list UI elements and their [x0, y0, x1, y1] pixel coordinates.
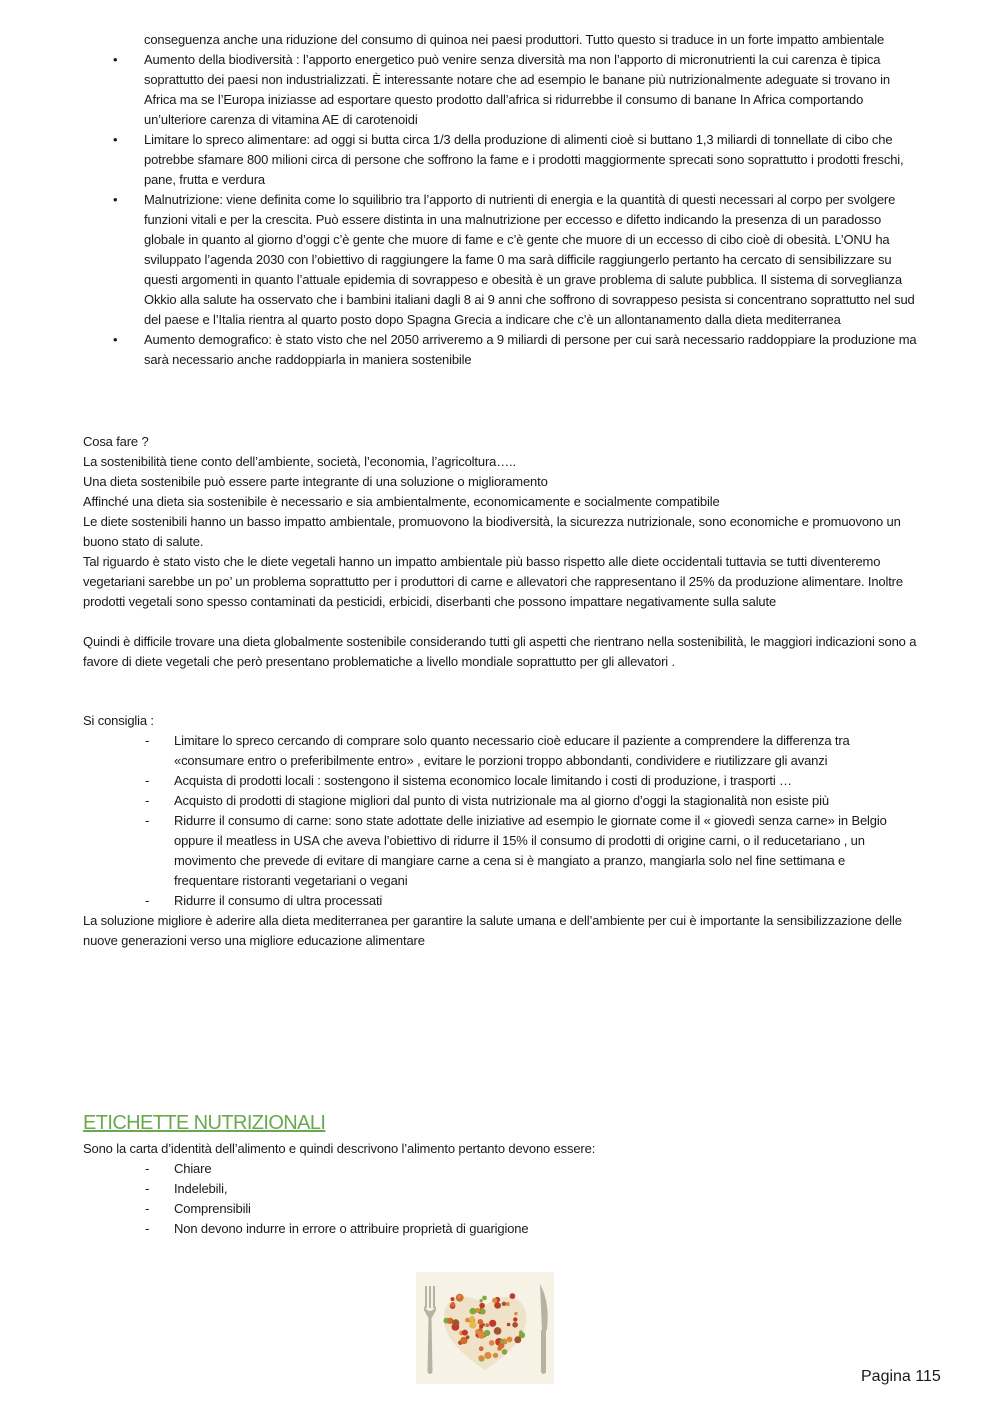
list-item [145, 771, 890, 791]
consiglia-conclusion: La soluzione migliore è aderire alla dieta mediterranea per garantire la salute umana e dell’ambiente per cui è importante la sensibilizzazione delle nuove generazioni verso una migliore educazione alimentare [83, 913, 902, 948]
bullet-item [113, 50, 918, 130]
paragraph: Una dieta sostenibile può essere parte integrante di una soluzione o miglioramento [83, 474, 548, 489]
food-dot [519, 1330, 522, 1333]
food-dot [507, 1337, 513, 1343]
list-item-text: Non devono indurre in errore o attribuire proprietà di guarigione [174, 1221, 529, 1236]
food-dot [512, 1322, 518, 1328]
food-dot [482, 1296, 487, 1301]
bullet-item [113, 190, 918, 330]
food-dot [494, 1327, 502, 1335]
list-item-text: Ridurre il consumo di ultra processati [174, 893, 383, 908]
food-dot [494, 1302, 500, 1308]
list-item [145, 891, 890, 911]
food-dot [478, 1355, 483, 1360]
etichette-section [83, 1139, 918, 1239]
cosa-fare-section [83, 432, 918, 672]
bullet-text: Malnutrizione: viene definita come lo squilibrio tra l’apporto di nutrienti di energia e la quantità di questi necessari al corpo per svolgere funzioni vitali e per la crescita. Può essere distinta in una malnutrizione per eccesso e difetto indicando la presenza di un paradosso globale in quanto al giorno d’oggi c’è gente che muore di fame e c’è gente che muore di un eccesso di cibo cioè di obesità. L’ONU ha sviluppato l’agenda 2030 con l’obiettivo di raggiungere la fame 0 ma sarà difficile raggiungerlo pertanto ha cercato di sensibilizzare su questi argomenti in quanto l’attuale epidemia di sovrappeso e obesità è un grave problema di salute pubblica. Il sistema di sorveglianza Okkio alla salute ha osservato che i bambini italiani dagli 8 ai 9 anni che soffrono di sovrappeso pesista si concentrano soprattutto nel sud del paese e l’Italia rientra al quarto posto dopo Spagna Grecia a indicare che c’è un allontanamento dalla dieta mediterranea [144, 192, 915, 327]
dash-icon: - [145, 793, 150, 808]
etichette-list [145, 1159, 890, 1239]
food-dot [469, 1316, 475, 1322]
food-dot [507, 1323, 511, 1327]
paragraph: La sostenibilità tiene conto dell’ambiente, società, l’economia, l’agricoltura….. [83, 454, 516, 469]
knife-icon [540, 1284, 548, 1374]
dash-icon: - [145, 1201, 150, 1216]
list-item-text: Comprensibili [174, 1201, 251, 1216]
food-dot [452, 1319, 459, 1326]
dash-icon: - [145, 733, 150, 748]
food-dot [506, 1302, 510, 1306]
food-dot [479, 1346, 484, 1351]
food-dot [451, 1297, 455, 1301]
cosa-fare-title: Cosa fare ? [83, 434, 149, 449]
food-dot [514, 1312, 517, 1315]
list-item [145, 1179, 890, 1199]
bullet-item [113, 130, 918, 190]
food-dot [500, 1339, 504, 1343]
bullet-text: Aumento demografico: è stato visto che nel 2050 arriveremo a 9 miliardi di persone per cui sarà necessario raddoppiare la produzione ma sarà necessario anche raddoppiarla in maniera sostenibile [144, 332, 917, 367]
consiglia-intro: Si consiglia : [83, 713, 154, 728]
food-dot [450, 1302, 455, 1307]
food-dot [448, 1318, 453, 1323]
paragraph: Quindi è difficile trovare una dieta globalmente sostenibile considerando tutti gli aspetti che rientrano nella sostenibilità, le maggiori indicazioni sono a favore di diete vegetali che però presentano problematiche a livello mondiale soprattutto per gli allevatori . [83, 634, 917, 669]
food-dot [502, 1349, 508, 1355]
food-dot [477, 1319, 483, 1325]
list-item-text: Acquista di prodotti locali : sostengono il sistema economico locale limitando i costi di produzione, i trasporti … [174, 773, 792, 788]
food-dot [514, 1336, 521, 1343]
food-dot [484, 1352, 491, 1359]
food-dot [485, 1323, 489, 1327]
food-heart-illustration [416, 1272, 554, 1384]
list-item [145, 1199, 890, 1219]
list-item [145, 1159, 890, 1179]
paragraph: Tal riguardo è stato visto che le diete vegetali hanno un impatto ambientale più basso rispetto alle diete occidentali tuttavia se tutti diventeremo vegetariani sarebbe un po’ un problema soprattutto per i produttori di carne e allevatori che rappresentano il 25% da produzione alimentare. Inoltre prodotti vegetali sono spesso contaminati da pesticidi, erbicidi, diserbanti che possono impattare negativamente sulla salute [83, 554, 903, 609]
list-item-text: Indelebili, [174, 1181, 228, 1196]
dash-icon: - [145, 893, 150, 908]
page-number: Pagina 115 [861, 1368, 941, 1385]
food-dot [510, 1293, 516, 1299]
list-item [145, 811, 890, 891]
food-dot [484, 1330, 490, 1336]
food-dot [470, 1308, 477, 1315]
heart-of-foods-icon [444, 1293, 527, 1370]
bullet-list [113, 30, 918, 370]
list-item-text: Ridurre il consumo di carne: sono state adottate delle iniziative ad esempio le giornate come il « giovedì senza carne» in Belgio oppure il meatless in USA che aveva l’obiettivo di ridurre il 15% il consumo di prodotti di origine carni, o il reducetariano , un movimento che prevede di evitare di mangiare carne a cena si è mangiato a pranzo, mangiarla solo nel fine settimana e frequentare ristoranti vegetariani o vegani [174, 813, 887, 888]
food-dot [493, 1353, 498, 1358]
food-dot [480, 1309, 486, 1315]
food-dot [462, 1330, 468, 1336]
food-dot [479, 1303, 485, 1309]
dash-icon: - [145, 1221, 150, 1236]
food-dot [479, 1299, 482, 1302]
dash-icon: - [145, 813, 150, 828]
paragraph: Affinché una dieta sia sostenibile è necessario e sia ambientalmente, economicamente e socialmente compatibile [83, 494, 720, 509]
list-item [145, 1219, 890, 1239]
bullet-text: Limitare lo spreco alimentare: ad oggi si butta circa 1/3 della produzione di alimenti cioè si buttano 1,3 miliardi di tonnellate di cibo che potrebbe sfamare 800 milioni circa di persone che soffrono la fame e i prodotti maggiormente sprecati sono soprattutto i prodotti freschi, pane, frutta e verdura [144, 132, 904, 187]
food-dot [502, 1302, 506, 1306]
list-item-text: Limitare lo spreco cercando di comprare solo quanto necessario cioè educare il paziente a comprendere la differenza tra «consumare entro o preferibilmente entro» , evitare le porzioni troppo abbondanti, condividere e riutilizzare gli avanzi [174, 733, 850, 768]
paragraph: Le diete sostenibili hanno un basso impatto ambientale, promuovono la biodiversità, la sicurezza nutrizionale, sono economiche e promuovono un buono stato di salute. [83, 514, 901, 549]
list-item-text: Chiare [174, 1161, 212, 1176]
food-dot [489, 1320, 496, 1327]
dash-icon: - [145, 1161, 150, 1176]
continuation-text: conseguenza anche una riduzione del consumo di quinoa nei paesi produttori. Tutto questo si traduce in un forte impatto ambientale [144, 32, 885, 47]
food-dot [457, 1295, 461, 1299]
food-dot [513, 1317, 517, 1321]
bullet-icon: • [113, 192, 118, 207]
food-dot [489, 1340, 495, 1346]
consiglia-section [83, 711, 918, 951]
bullet-icon: • [113, 332, 118, 347]
bullet-item [113, 330, 918, 370]
consiglia-list [145, 731, 890, 911]
food-dot [492, 1298, 497, 1303]
bullet-icon: • [113, 52, 118, 67]
food-dot [466, 1335, 470, 1339]
section-heading: ETICHETTE NUTRIZIONALI [83, 1112, 326, 1134]
dash-icon: - [145, 1181, 150, 1196]
dash-icon: - [145, 773, 150, 788]
list-item-text: Acquisto di prodotti di stagione migliori dal punto di vista nutrizionale ma al giorno d’oggi la stagionalità non esiste più [174, 793, 829, 808]
fork-icon [424, 1286, 436, 1374]
etichette-intro: Sono la carta d’identità dell’alimento e quindi descrivono l’alimento pertanto devono essere: [83, 1141, 596, 1156]
bullet-continuation [113, 30, 918, 50]
list-item [145, 731, 890, 771]
food-dot [469, 1321, 476, 1328]
bullet-icon: • [113, 132, 118, 147]
illustration-svg [416, 1272, 554, 1384]
list-item [145, 791, 890, 811]
bullet-text: Aumento della biodiversità : l’apporto energetico può venire senza diversità ma non l’apporto di micronutrienti la cui carenza è tipica soprattutto dei paesi non industrializzati. È interessante notare che ad esempio le banane più nutrizionalmente adeguate si trovano in Africa ma se l’Europa iniziasse ad esportare questo prodotto dall’africa si ridurrebbe il consumo di banane In Africa comportando un’ulteriore carenza di vitamina AE di carotenoidi [144, 52, 890, 127]
